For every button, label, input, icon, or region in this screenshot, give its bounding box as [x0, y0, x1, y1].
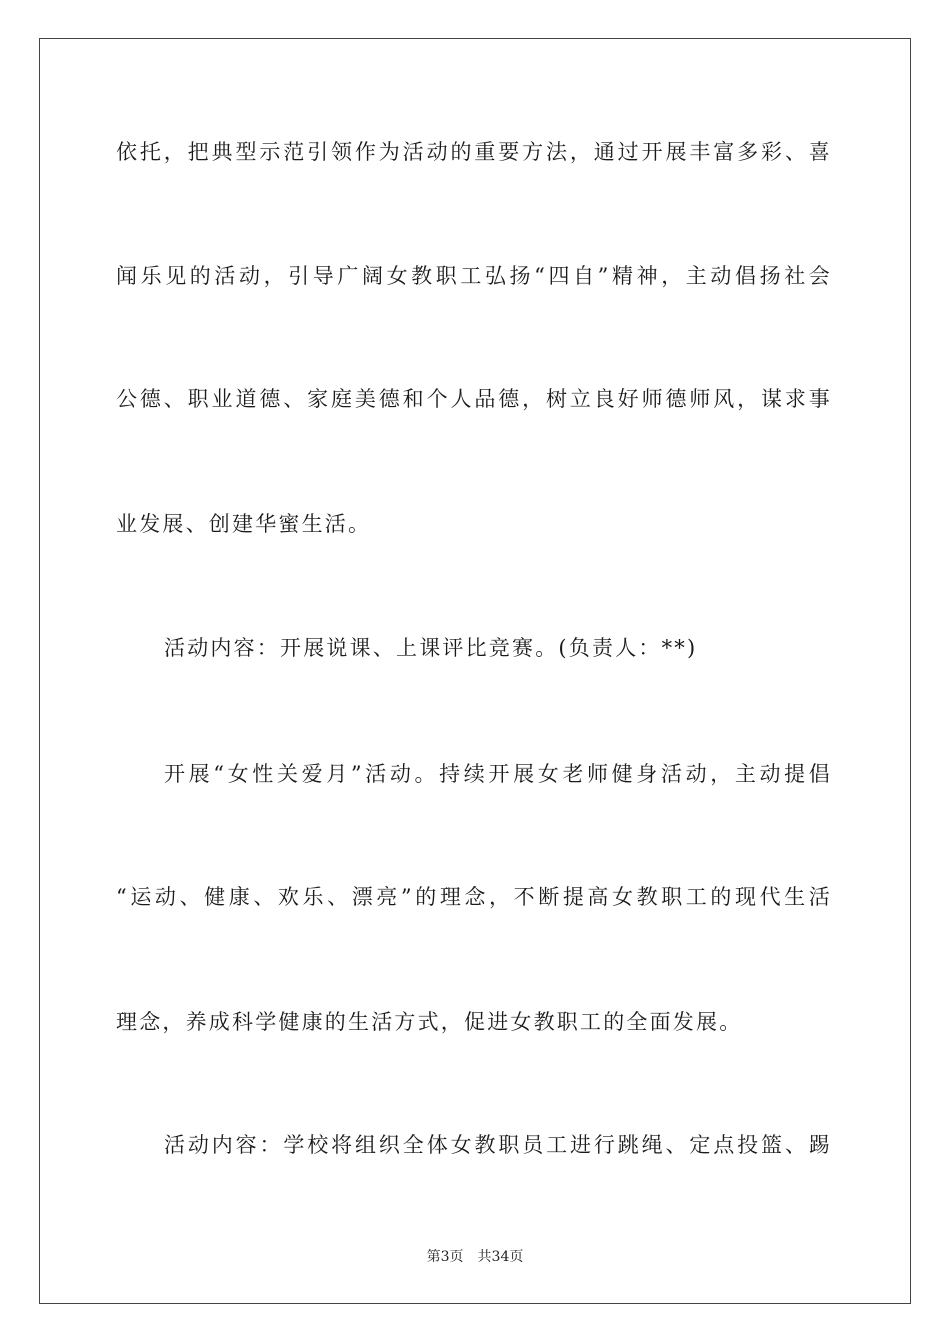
- body-line-3: 公德、职业道德、家庭美德和个人品德，树立良好师德师风，谋求事: [116, 387, 832, 411]
- page-footer: [0, 1248, 950, 1266]
- page-total: 共34页: [477, 1249, 524, 1265]
- body-line-8: 理念，养成科学健康的生活方式，促进女教职工的全面发展。: [116, 1010, 743, 1034]
- body-line-6: 开展“女性关爱月”活动。持续开展女老师健身活动，主动提倡: [164, 762, 832, 786]
- body-line-5: 活动内容：开展说课、上课评比竞赛。(负责人：**): [164, 636, 698, 660]
- body-line-7: “运动、健康、欢乐、漂亮”的理念，不断提高女教职工的现代生活: [116, 885, 832, 909]
- body-line-9: 活动内容：学校将组织全体女教职员工进行跳绳、定点投篮、踢: [164, 1133, 832, 1157]
- body-line-2: 闻乐见的活动，引导广阔女教职工弘扬“四自”精神，主动倡扬社会: [116, 264, 832, 288]
- page-border: [39, 38, 911, 1304]
- body-line-1: 依托，把典型示范引领作为活动的重要方法，通过开展丰富多彩、喜: [116, 140, 832, 164]
- page-number: 第3页: [426, 1249, 464, 1265]
- body-line-4: 业发展、创建华蜜生活。: [116, 512, 372, 536]
